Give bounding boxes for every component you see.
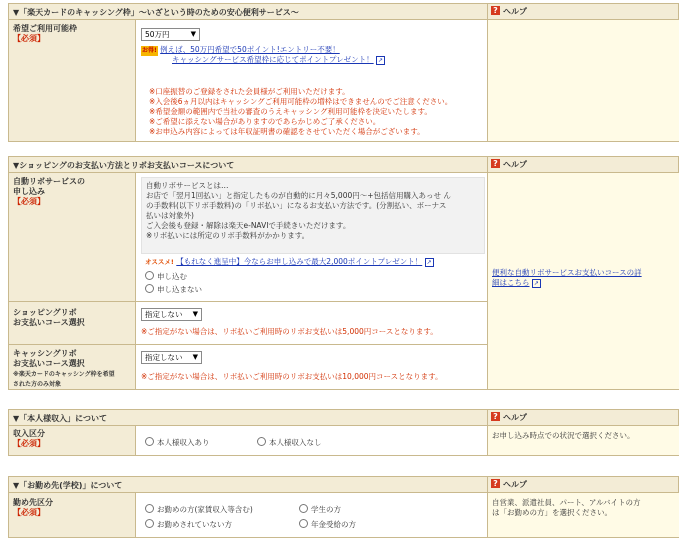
row-workplace-type [9, 493, 678, 537]
radio-icon[interactable] [145, 504, 154, 513]
note-5: ※お申込み内容によっては年収証明書の確認をさせていただく場合がございます。 [149, 127, 425, 136]
help-panel: 便利な自動リボサービスお支払いコースの詳 細はこちら ↗ [487, 173, 679, 389]
section-income [8, 409, 679, 456]
help-text: 自営業、派遣社員、パート、アルバイトの方 [492, 498, 641, 507]
help-heading[interactable]: ? ヘルプ [491, 479, 527, 490]
radio-icon[interactable] [145, 437, 154, 446]
radio-icon[interactable] [299, 504, 308, 513]
note: ※ご指定がない場合は、リボ払いご利用時のリボお支払いは10,000円コースとなります。 [141, 372, 443, 381]
section-header [9, 410, 678, 426]
help-link-revolving[interactable]: 便利な自動リボサービスお支払いコースの詳 [492, 268, 642, 277]
section-title: ▼「お勤め先(学校)」について [13, 481, 123, 490]
row-label: 勤め先区分 【必須】 [9, 493, 136, 537]
external-link-icon: ↗ [378, 57, 384, 64]
row-label: 希望ご利用可能枠 【必須】 [9, 20, 136, 141]
section-revolving [8, 156, 679, 390]
help-panel [487, 426, 679, 455]
radio-icon[interactable] [145, 284, 154, 293]
radio-icon[interactable] [299, 519, 308, 528]
revolving-info-box: 自動リボサービスとは… お店で「翌月1回払い」と指定したものが自動的に月々5,000円〜+包括信用購入あっせ ん の手数料(以下リボ手数料)の「リボ払い」になるお支払い方法です。(分割払い、ボーナス 払いは対象外) ご入会後も登録・解除は楽天e-NAVIで手続きいただけます。 ※リボ払いには所定のリボ手数料がかかります。 [141, 177, 485, 254]
promo-link-2[interactable]: キャッシングサービス希望枠に応じてポイントプレゼント！ [172, 55, 374, 64]
required-badge: 【必須】 [13, 439, 45, 448]
required-badge: 【必須】 [13, 508, 45, 517]
help-heading[interactable]: ? ヘルプ [491, 412, 527, 423]
help-text: お申し込み時点での状況で選択ください。 [492, 431, 635, 440]
external-link-icon: ↗ [426, 259, 432, 266]
section-title: ▼「楽天カードのキャッシング枠」〜いざという時のための安心便利サービス〜 [13, 8, 299, 17]
radio-income-yes[interactable]: 本人様収入あり [145, 437, 210, 448]
question-mark-icon: ? [491, 159, 500, 168]
row-credit-limit [9, 20, 678, 141]
cashing-course-select[interactable]: 指定しない ▼ [141, 351, 202, 364]
note-2: ※入会後6ヵ月以内はキャッシングご利用可能枠の増枠はできませんのでご注意ください。 [149, 97, 453, 106]
note-4: ※ご希望に添えない場合がありますのであらかじめご了承ください。 [149, 117, 381, 126]
radio-icon[interactable] [257, 437, 266, 446]
radio-icon[interactable] [145, 519, 154, 528]
radio-apply[interactable]: 申し込む [145, 271, 187, 282]
chevron-down-icon: ▼ [192, 353, 198, 361]
question-mark-icon: ? [491, 479, 500, 488]
required-badge: 【必須】 [13, 197, 45, 206]
section-cashing [8, 3, 679, 142]
section-header [9, 4, 678, 20]
section-header [9, 477, 678, 493]
row-cashing-revo [9, 345, 678, 389]
row-label: ショッピングリボ お支払いコース選択 [9, 302, 136, 344]
required-badge: 【必須】 [13, 34, 45, 43]
help-panel [487, 20, 679, 141]
radio-student[interactable]: 学生の方 [299, 504, 341, 515]
row-income-type [9, 426, 678, 455]
promo-link[interactable]: 例えば、50万円希望で50ポイント!エントリー不要！ [160, 45, 340, 54]
section-header [9, 157, 678, 173]
radio-employed[interactable]: お勤めの方(家賃収入等含む) [145, 504, 253, 515]
external-link-icon: ↗ [533, 280, 539, 287]
radio-icon[interactable] [145, 271, 154, 280]
section-title: ▼ショッピングのお支払い方法とリボお支払いコースについて [13, 161, 235, 170]
radio-unemployed[interactable]: お勤めされていない方 [145, 519, 232, 530]
chevron-down-icon: ▼ [192, 310, 198, 318]
row-label: 自動リボサービスの 申し込み 【必須】 [9, 173, 136, 301]
row-auto-revolving [9, 173, 678, 301]
shopping-course-select[interactable]: 指定しない ▼ [141, 308, 202, 321]
chevron-down-icon: ▼ [190, 30, 196, 38]
promo-link[interactable]: 【もれなく進呈中】今ならお申し込みで最大2,000ポイントプレゼント！ [176, 257, 423, 266]
radio-not-apply[interactable]: 申し込まない [145, 284, 202, 295]
note: ※ご指定がない場合は、リボ払いご利用時のリボお支払いは5,000円コースとなります。 [141, 327, 438, 336]
section-title: ▼「本人様収入」について [13, 414, 107, 423]
help-panel: 自営業、派遣社員、パート、アルバイトの方 は「お勤めの方」を選択ください。 [487, 493, 679, 537]
section-workplace [8, 476, 679, 538]
row-label: キャッシングリボ お支払いコース選択 ※楽天カードのキャッシング枠を希望 された方のみ対象 [9, 345, 136, 389]
question-mark-icon: ? [491, 412, 500, 421]
otoku-badge: お得! [142, 47, 157, 54]
row-label: 収入区分 【必須】 [9, 426, 136, 455]
radio-pension[interactable]: 年金受給の方 [299, 519, 356, 530]
credit-limit-select[interactable]: 50万円 ▼ [141, 28, 200, 41]
note-3: ※希望金額の範囲内で当社の審査のうえキャッシング利用可能枠を決定いたします。 [149, 107, 432, 116]
note-1: ※口座振替のご登録をされた会員様がご利用いただけます。 [149, 87, 350, 96]
row-shopping-revo [9, 302, 678, 344]
question-mark-icon: ? [491, 6, 500, 15]
radio-income-no[interactable]: 本人様収入なし [257, 437, 322, 448]
help-heading[interactable]: ? ヘルプ [491, 159, 527, 170]
help-heading[interactable]: ? ヘルプ [491, 6, 527, 17]
recommend-badge: オススメ! [145, 258, 174, 266]
